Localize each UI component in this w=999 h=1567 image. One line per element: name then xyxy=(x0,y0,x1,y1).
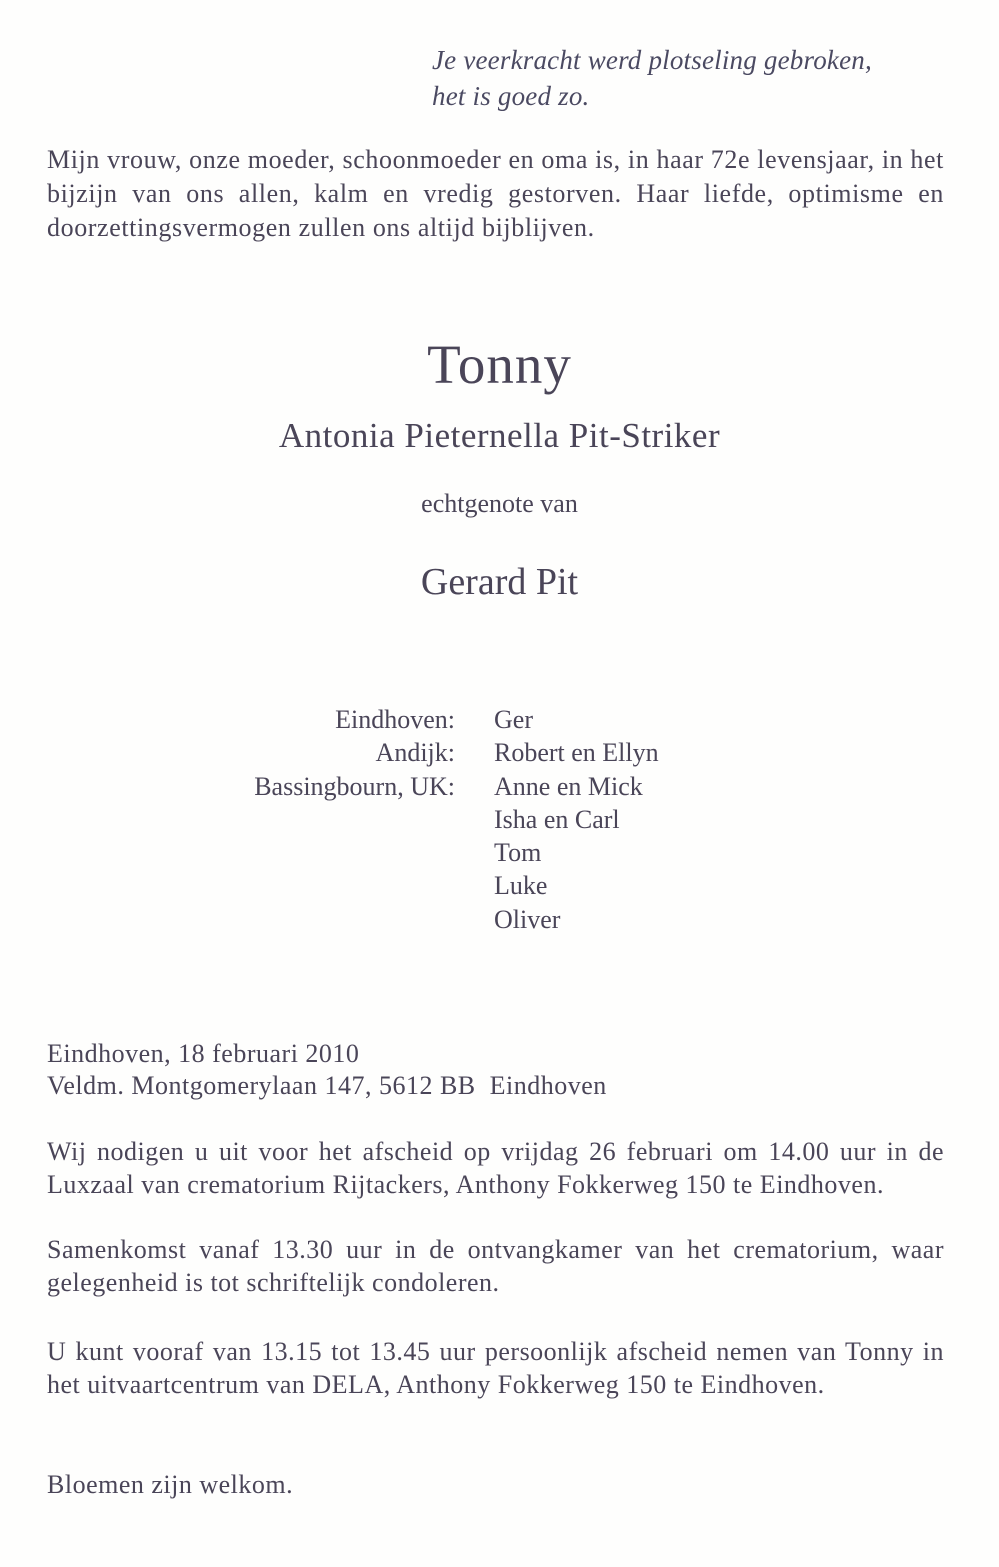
family-place: Eindhoven: xyxy=(335,705,455,734)
viewing-paragraph: U kunt vooraf van 13.15 tot 13.45 uur persoonlijk afscheid nemen van Tonny in het uitvaartcentrum van DELA, Anthony Fokkerweg 150 te Eindhoven. xyxy=(47,1337,944,1399)
intro-paragraph: Mijn vrouw, onze moeder, schoonmoeder en oma is, in haar 72e levensjaar, in het bijzijn van ons allen, kalm en vredig gestorven. Haar liefde, optimisme en doorzettingsvermogen zullen ons altijd bijblijven. xyxy=(47,145,944,242)
family-place xyxy=(0,803,455,836)
gathering-paragraph: Samenkomst vanaf 13.30 uur in de ontvangkamer van het crematorium, waar gelegenheid is tot schriftelijk condoleren. xyxy=(47,1235,944,1297)
family-list xyxy=(0,703,999,936)
family-names: Isha en Carl xyxy=(494,804,620,834)
motto-quote xyxy=(432,42,872,114)
family-place: Andijk: xyxy=(375,738,455,768)
place-date-text: Eindhoven, 18 februari 2010 xyxy=(47,1039,360,1068)
deceased-nickname: Tonny xyxy=(427,334,572,395)
invitation-paragraph: Wij nodigen u uit voor het afscheid op vrijdag 26 februari om 14.00 uur in de Luxzaal van crematorium Rijtackers, Anthony Fokkerweg 150 te Eindhoven. xyxy=(47,1137,944,1199)
family-place xyxy=(0,869,455,902)
family-names: Oliver xyxy=(494,904,561,934)
family-place xyxy=(0,903,455,936)
family-row xyxy=(0,836,999,869)
family-place xyxy=(0,836,455,869)
deceased-full-name: Antonia Pieternella Pit-Striker xyxy=(278,416,721,455)
family-names: Tom xyxy=(494,838,542,868)
family-row xyxy=(0,703,999,736)
family-place: Bassingbourn, UK: xyxy=(254,771,455,801)
flowers-note: Bloemen zijn welkom. xyxy=(47,1470,294,1499)
family-names: Anne en Mick xyxy=(494,771,643,801)
family-row xyxy=(0,803,999,836)
address-text: Veldm. Montgomerylaan 147, 5612 BB Eindhoven xyxy=(47,1071,607,1100)
family-row xyxy=(0,736,999,769)
family-row xyxy=(0,869,999,902)
spouse-name: Gerard Pit xyxy=(420,561,579,603)
family-names: Robert en Ellyn xyxy=(494,738,659,768)
relation-label: echtgenote van xyxy=(421,489,578,518)
family-names: Luke xyxy=(494,871,548,901)
correspondence-address xyxy=(47,1069,944,1102)
family-names: Ger xyxy=(494,705,533,734)
place-and-date xyxy=(47,1037,944,1070)
family-row xyxy=(0,770,999,803)
motto-line-1: Je veerkracht werd plotseling gebroken, xyxy=(432,45,872,75)
family-row xyxy=(0,903,999,936)
motto-line-2: het is goed zo. xyxy=(432,81,590,111)
